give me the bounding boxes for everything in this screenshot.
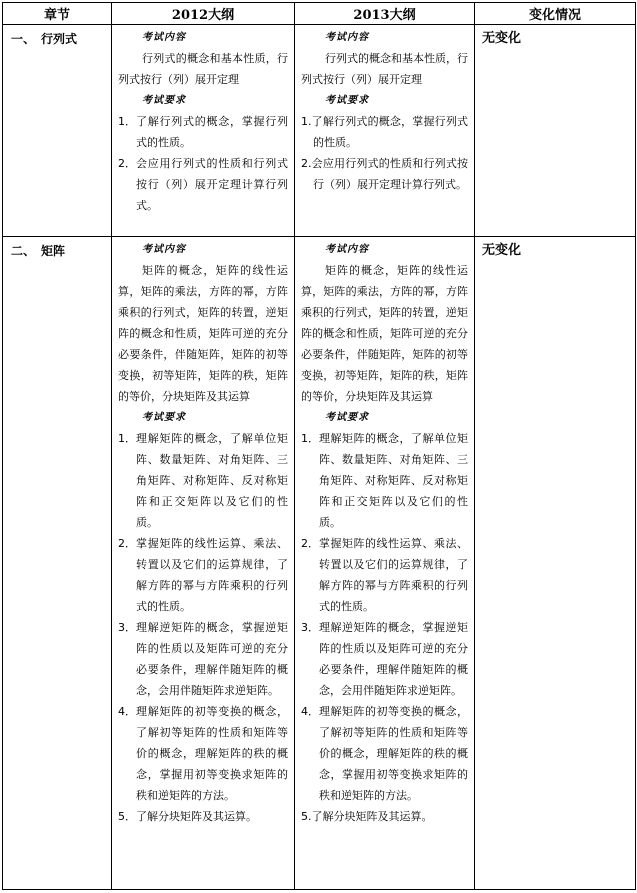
requirement-item	[118, 533, 288, 617]
chapter-cell	[3, 25, 112, 237]
change-status-cell: 无变化	[475, 25, 636, 237]
chapter-name: 行列式	[41, 32, 78, 46]
table-row-matrix	[3, 237, 636, 890]
requirement-number: 2．	[301, 537, 319, 550]
requirement-item	[301, 428, 468, 533]
requirements-heading: 考试要求	[325, 95, 369, 106]
requirement-item	[118, 428, 288, 533]
content-text: 矩阵的概念，矩阵的线性运算，矩阵的乘法，方阵的幂，方阵乘积的行列式，矩阵的转置，逆矩阵的概念和性质，矩阵可逆的充分必要条件，伴随矩阵，矩阵的初等变换，初等矩阵，矩阵的秩，矩阵的等价，分块矩阵及其运算	[118, 264, 288, 403]
requirement-number: 2．	[118, 537, 136, 550]
requirement-text: 了解行列式的概念，掌握行列式的性质。	[311, 115, 468, 149]
requirements-heading: 考试要求	[325, 412, 369, 423]
content-text: 矩阵的概念，矩阵的线性运算，矩阵的乘法，方阵的幂，方阵乘积的行列式，矩阵的转置，逆矩阵的概念和性质，矩阵可逆的充分必要条件，伴随矩阵，矩阵的初等变换，初等矩阵，矩阵的秩，矩阵的等价，分块矩阵及其运算	[301, 264, 468, 403]
requirement-item	[118, 617, 288, 701]
syllabus-comparison-table	[2, 2, 636, 890]
header-chapter: 章节	[3, 3, 112, 25]
requirement-number: 1．	[301, 432, 319, 445]
requirement-number: 5．	[118, 810, 136, 823]
syllabus-2013-cell	[295, 237, 475, 890]
requirement-number: 1．	[118, 432, 136, 445]
content-heading: 考试内容	[142, 244, 186, 255]
chapter-number: 二、	[11, 244, 36, 258]
requirement-item	[301, 617, 468, 701]
requirement-text: 理解矩阵的初等变换的概念，了解初等矩阵的性质和矩阵等价的概念，理解矩阵的秩的概念，掌握用初等变换求矩阵的秩和逆矩阵的方法。	[136, 705, 288, 802]
requirement-number: 2.	[301, 157, 312, 170]
requirement-text: 理解矩阵的概念，了解单位矩阵、数量矩阵、对角矩阵、三角矩阵、对称矩阵、反对称矩阵和正交矩阵以及它们的性质。	[319, 432, 468, 529]
requirement-text: 理解矩阵的初等变换的概念，了解初等矩阵的性质和矩阵等价的概念，理解矩阵的秩的概念，掌握用初等变换求矩阵的秩和逆矩阵的方法。	[319, 705, 468, 802]
header-2012: 2012大纲	[112, 3, 295, 25]
header-2013: 2013大纲	[295, 3, 475, 25]
content-heading: 考试内容	[325, 244, 369, 255]
requirement-item	[118, 111, 288, 153]
requirement-text: 掌握矩阵的线性运算、乘法、转置以及它们的运算规律，了解方阵的幂与方阵乘积的行列式的性质。	[319, 537, 468, 613]
content-text: 行列式的概念和基本性质，行列式按行（列）展开定理	[118, 52, 288, 86]
requirement-text: 会应用行列式的性质和行列式按行（列）展开定理计算行列式。	[136, 157, 288, 212]
content-heading: 考试内容	[325, 32, 369, 43]
table-row-determinant	[3, 25, 636, 237]
requirement-item	[301, 806, 468, 827]
requirement-text: 理解逆矩阵的概念，掌握逆矩阵的性质以及矩阵可逆的充分必要条件，理解伴随矩阵的概念，会用伴随矩阵求逆矩阵。	[319, 621, 468, 697]
requirement-item	[301, 153, 468, 195]
requirement-item	[301, 701, 468, 806]
requirement-number: 1．	[118, 115, 136, 128]
requirement-number: 3．	[301, 621, 319, 634]
requirement-item	[301, 111, 468, 153]
syllabus-2012-cell	[112, 237, 295, 890]
header-row	[3, 3, 636, 25]
requirement-item	[301, 533, 468, 617]
syllabus-2012-cell	[112, 25, 295, 237]
chapter-name: 矩阵	[41, 244, 66, 258]
chapter-cell	[3, 237, 112, 890]
requirement-number: 4．	[118, 705, 136, 718]
requirements-heading: 考试要求	[142, 412, 186, 423]
requirement-item	[118, 153, 288, 216]
requirement-number: 2．	[118, 157, 136, 170]
header-change: 变化情况	[475, 3, 636, 25]
requirement-item	[118, 806, 288, 827]
requirement-number: 3．	[118, 621, 136, 634]
requirement-text: 了解分块矩阵及其运算。	[136, 810, 257, 823]
change-status-cell: 无变化	[475, 237, 636, 890]
requirement-item	[118, 701, 288, 806]
content-heading: 考试内容	[142, 32, 186, 43]
requirement-text: 理解逆矩阵的概念，掌握逆矩阵的性质以及矩阵可逆的充分必要条件，理解伴随矩阵的概念，会用伴随矩阵求逆矩阵。	[136, 621, 288, 697]
requirement-text: 会应用行列式的性质和行列式按行（列）展开定理计算行列式。	[311, 157, 468, 191]
syllabus-2013-cell	[295, 25, 475, 237]
requirement-text: 理解矩阵的概念，了解单位矩阵、数量矩阵、对角矩阵、三角矩阵、对称矩阵、反对称矩阵和正交矩阵以及它们的性质。	[136, 432, 288, 529]
requirement-number: 1.	[301, 115, 312, 128]
chapter-number: 一、	[11, 32, 36, 46]
requirements-heading: 考试要求	[142, 95, 186, 106]
requirement-number: 5.	[301, 810, 312, 823]
requirement-number: 4．	[301, 705, 319, 718]
content-text: 行列式的概念和基本性质，行列式按行（列）展开定理	[301, 52, 468, 86]
requirement-text: 了解行列式的概念，掌握行列式的性质。	[136, 115, 288, 149]
requirement-text: 了解分块矩阵及其运算。	[311, 810, 433, 823]
requirement-text: 掌握矩阵的线性运算、乘法、转置以及它们的运算规律，了解方阵的幂与方阵乘积的行列式的性质。	[136, 537, 288, 613]
